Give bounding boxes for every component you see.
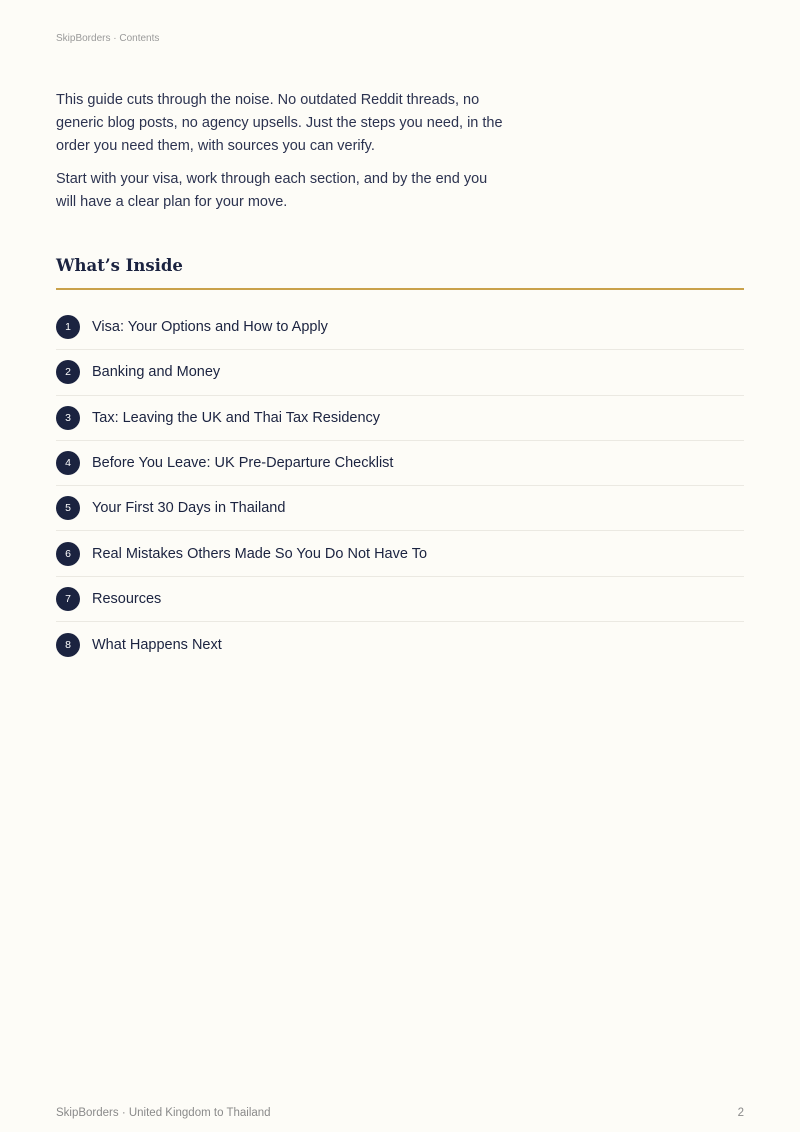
toc-item-title: Banking and Money	[92, 364, 221, 381]
number-badge: 1	[56, 315, 80, 339]
intro-text	[56, 89, 506, 224]
toc-item[interactable]	[56, 577, 744, 622]
toc-item[interactable]	[56, 622, 744, 667]
number-badge: 2	[56, 360, 80, 384]
section-heading: What’s Inside	[56, 256, 183, 275]
toc-item-title: What Happens Next	[92, 636, 222, 653]
toc-item-title: Real Mistakes Others Made So You Do Not Have To	[92, 545, 428, 562]
toc-item-title: Resources	[92, 590, 162, 607]
footer-title: SkipBorders · United Kingdom to Thailand	[56, 1107, 271, 1119]
toc-item[interactable]	[56, 396, 744, 441]
number-badge: 3	[56, 406, 80, 430]
toc-item-title: Before You Leave: UK Pre-Departure Checklist	[92, 455, 394, 472]
toc-item-title: Tax: Leaving the UK and Thai Tax Residency	[92, 409, 381, 426]
table-of-contents	[56, 305, 744, 667]
toc-item[interactable]	[56, 441, 744, 486]
toc-item-title: Visa: Your Options and How to Apply	[92, 319, 328, 336]
running-header: SkipBorders · Contents	[56, 33, 160, 44]
toc-item[interactable]	[56, 305, 744, 350]
number-badge: 5	[56, 496, 80, 520]
intro-paragraph: Start with your visa, work through each section, and by the end you will have a clear plan for your move.	[56, 171, 488, 210]
toc-item[interactable]	[56, 350, 744, 395]
intro-paragraph: This guide cuts through the noise. No outdated Reddit threads, no generic blog posts, no agency upsells. Just the steps you need, in the order you need them, with sources you can verify.	[56, 92, 503, 154]
number-badge: 8	[56, 633, 80, 657]
toc-item[interactable]	[56, 531, 744, 576]
gold-divider	[56, 288, 744, 290]
number-badge: 7	[56, 587, 80, 611]
page-footer	[56, 1107, 744, 1119]
number-badge: 6	[56, 542, 80, 566]
page-number: 2	[737, 1107, 744, 1119]
toc-item[interactable]	[56, 486, 744, 531]
number-badge: 4	[56, 451, 80, 475]
toc-item-title: Your First 30 Days in Thailand	[92, 500, 286, 517]
